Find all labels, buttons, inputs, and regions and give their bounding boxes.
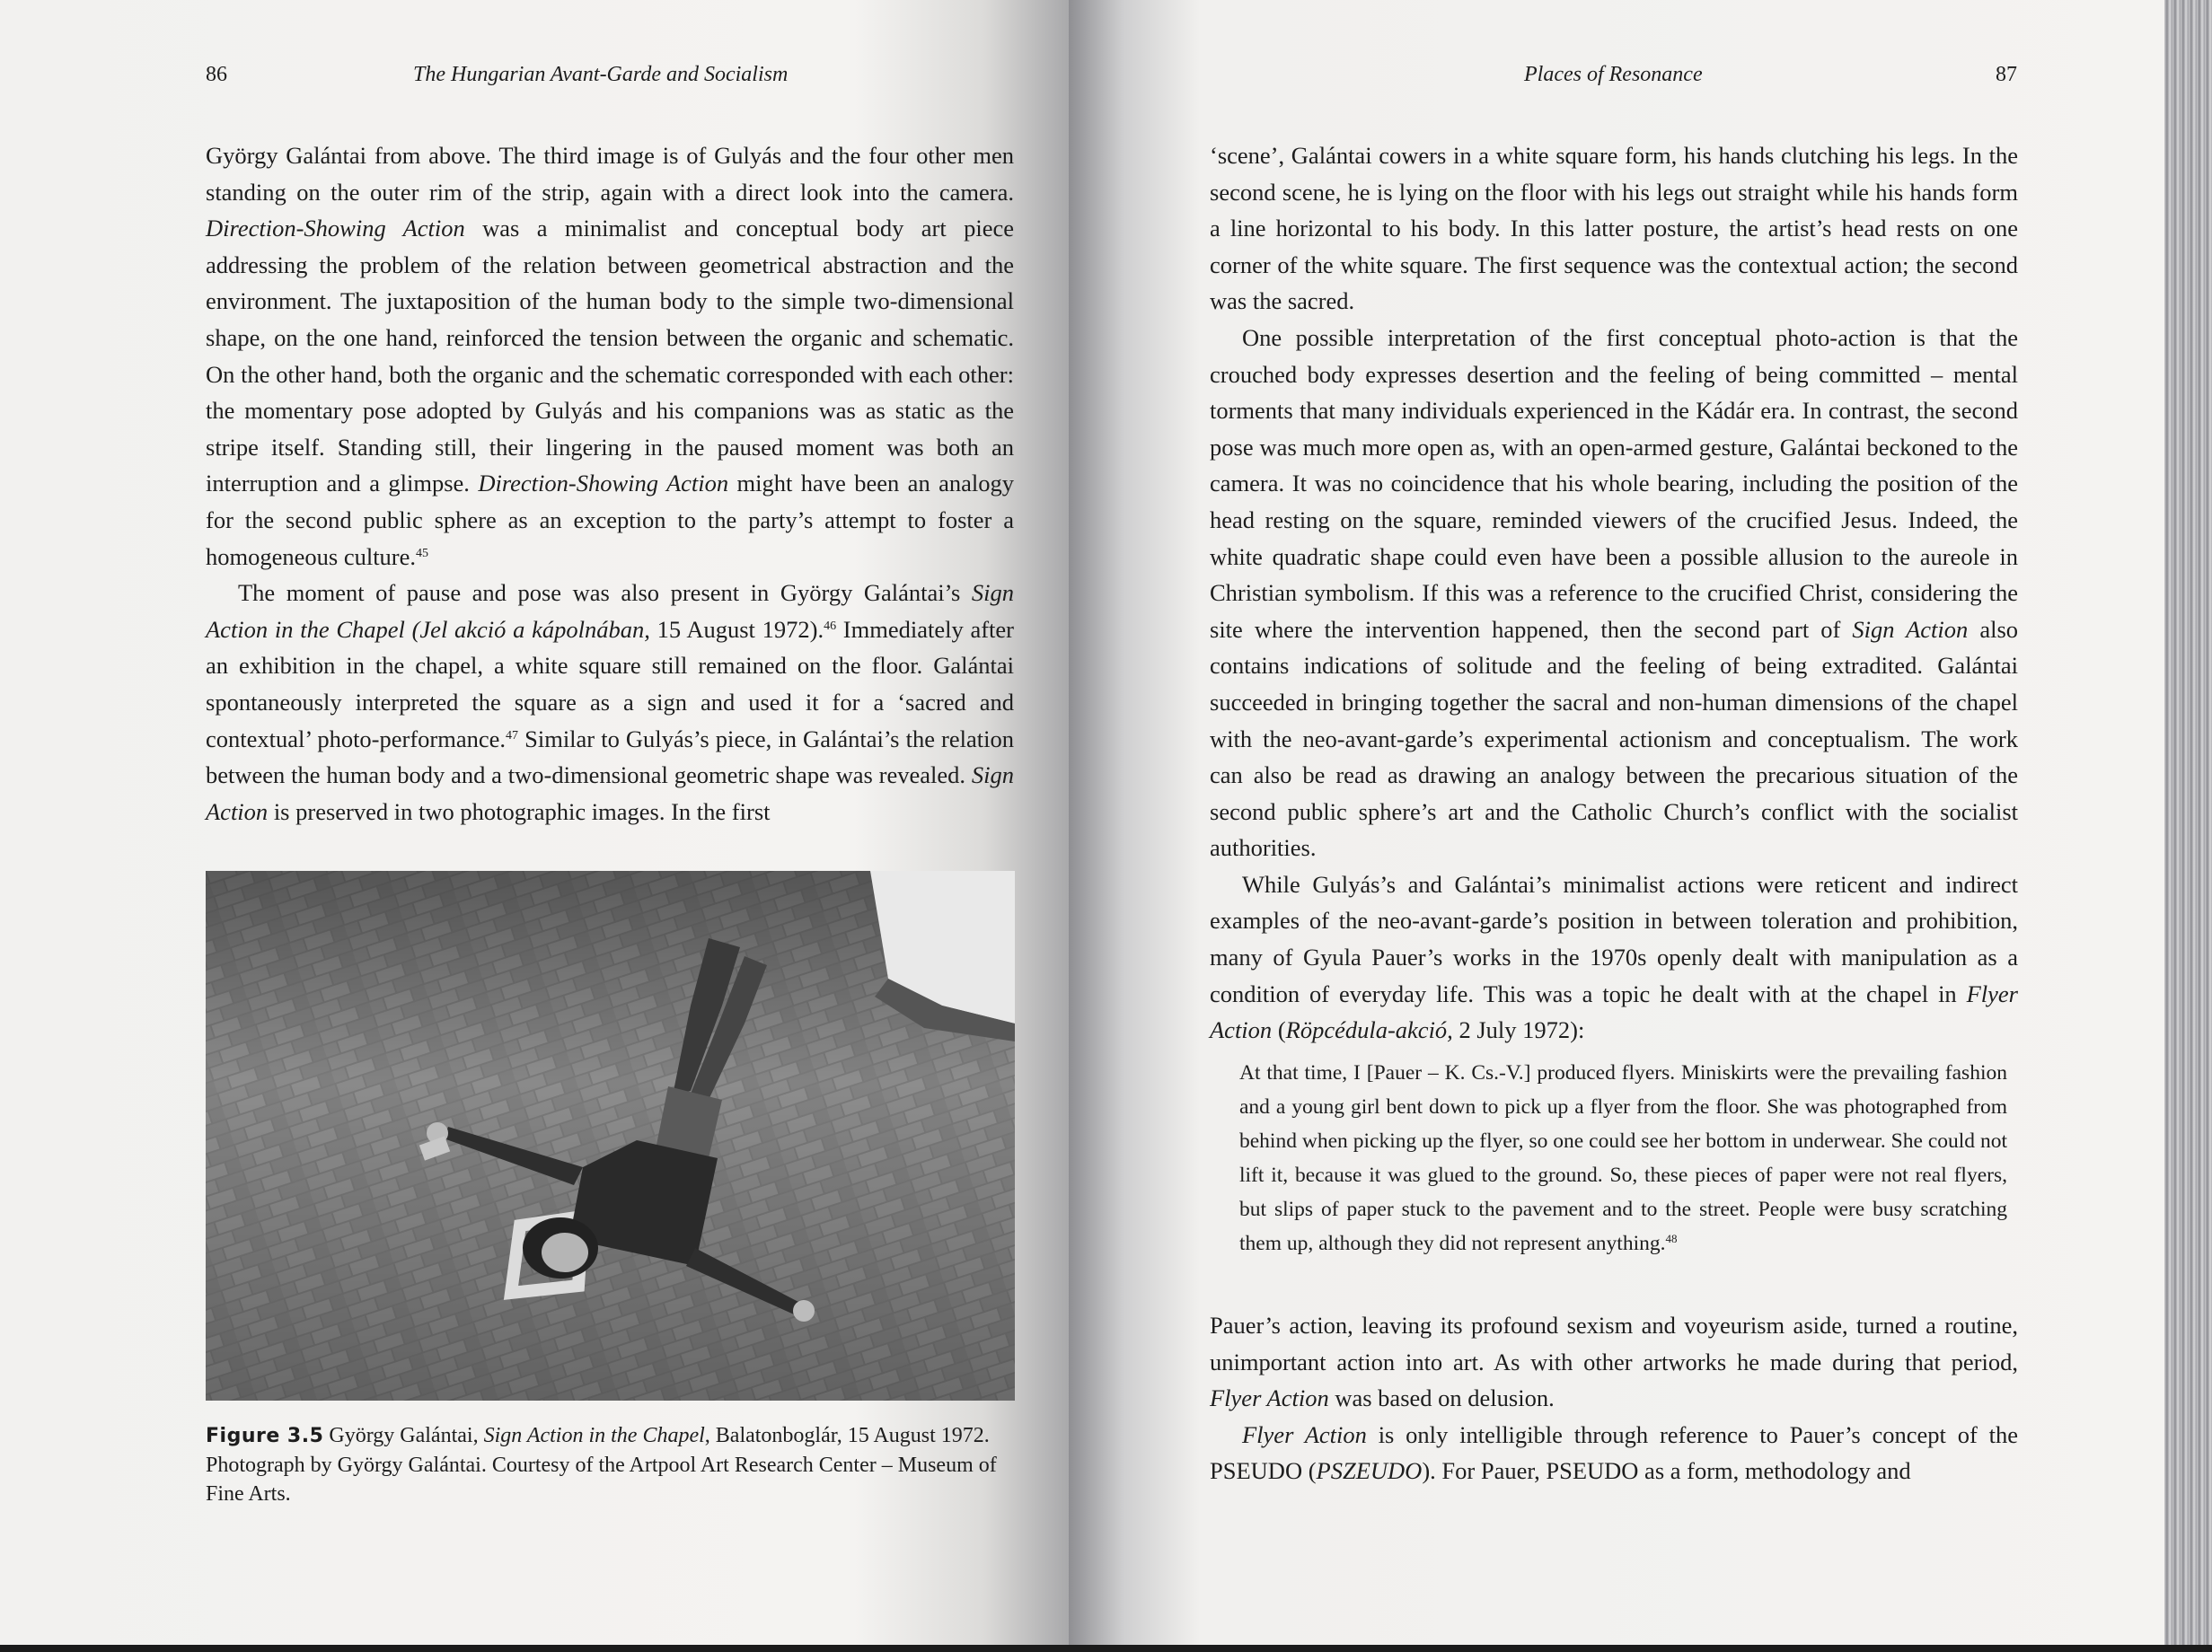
italic-text: Sign Action xyxy=(206,761,1014,825)
text-run: Pauer’s action, leaving its profound sexism and voyeurism aside, turned a routine, unimportant action into art. As with other artworks he made during that period, xyxy=(1210,1312,2018,1375)
text-run: ( xyxy=(1272,1016,1286,1044)
text-run: ). For Pauer, PSEUDO as a form, methodology and xyxy=(1422,1457,1911,1485)
footnote-ref: 45 xyxy=(416,546,429,560)
text-run: Immediately after an exhibition in the chapel, a white square still remained on the floor. Galántai spontaneously interpreted the square as a sign and used it for a ‘sacred and contextual’ photo-performance. xyxy=(206,615,1014,752)
figure-caption xyxy=(206,1421,1014,1508)
text-run: 15 August 1972). xyxy=(649,615,824,643)
italic-text: Sign Action in the Chapel xyxy=(483,1424,705,1447)
running-head-left: The Hungarian Avant-Garde and Socialism xyxy=(413,63,789,86)
italic-text: PSZEUDO xyxy=(1316,1457,1423,1485)
text-run: György Galántai from above. The third image is of Gulyás and the four other men standing on the outer rim of the strip, again with a direct look into the camera. xyxy=(206,142,1014,206)
caption-text xyxy=(206,1424,997,1506)
text-run: is only intelligible through reference to Pauer’s concept of the PSEUDO ( xyxy=(1210,1420,2018,1485)
right-body-text-continued xyxy=(1210,1307,2018,1489)
text-run: György Galántai, xyxy=(323,1424,484,1447)
block-quote xyxy=(1239,1056,2007,1261)
scan-border xyxy=(0,1645,2212,1652)
text-run: ‘scene’, Galántai cowers in a white square form, his hands clutching his legs. In the second scene, he is lying on the floor with his legs out straight while his hands form a line horizontal to his body. In this latter posture, the artist’s head rests on one corner of the white square. The first sequence was the contextual action; the second was the sacred. xyxy=(1210,142,2018,315)
text-run: 2 July 1972): xyxy=(1452,1016,1585,1044)
text-run: While Gulyás’s and Galántai’s minimalist actions were reticent and indirect examples of the neo-avant-garde’s position in between toleration and prohibition, many of Gyula Pauer’s works in the 1970s openly dealt with manipulation as a condition of everyday life. This was a topic he dealt with at the chapel in xyxy=(1210,870,2018,1007)
footnote-ref: 48 xyxy=(1665,1232,1678,1245)
italic-text: Flyer Action xyxy=(1210,1384,1329,1412)
text-run: was a minimalist and conceptual body art piece addressing the problem of the relation between geometrical abstraction and the environment. The juxtaposition of the human body to the simple two-dimensional shape, on the one hand, reinforced the tension between the organic and schematic. On the other hand, both the organic and the schematic corresponded with each other: the momentary pose adopted by Gulyás and his companions was as static as the stripe itself. Standing still, their lingering in the paused moment was both an interruption and a glimpse. xyxy=(206,215,1014,497)
right-body-text xyxy=(1210,137,2018,1049)
text-run: Similar to Gulyás’s piece, in Galántai’s the relation between the human body and a two-dimensional geometric shape was revealed. xyxy=(206,725,1014,789)
figure-photo xyxy=(206,871,1015,1401)
italic-text: Direction-Showing Action xyxy=(206,215,465,242)
italic-text: Röpcédula-akció, xyxy=(1285,1016,1453,1044)
paragraph xyxy=(1210,320,2018,866)
left-body-text xyxy=(206,137,1014,830)
page-number-left: 86 xyxy=(206,63,227,86)
text-run: At that time, I [Pauer – K. Cs.-V.] produced flyers. Miniskirts were the prevailing fashion and a young girl bent down to pick up a flyer from the floor. She was photographed from behind when picking up the flyer, so one could see her bottom in underwear. She could not lift it, because it was glued to the ground. So, these pieces of paper were not real flyers, but slips of paper stuck to the pavement and to the street. People were busy scratching them up, although they did not represent anything. xyxy=(1239,1061,2007,1255)
italic-text: Flyer Action xyxy=(1210,980,2018,1044)
paragraph xyxy=(1210,137,2018,320)
text-run: The moment of pause and pose was also present in György Galántai’s xyxy=(238,579,972,607)
page-edges xyxy=(2164,0,2212,1652)
photo-graphic xyxy=(206,871,1015,1401)
text-run: might have been an analogy for the second public sphere as an exception to the party’s attempt to foster a homogeneous culture. xyxy=(206,470,1014,570)
text-run: was based on delusion. xyxy=(1328,1384,1555,1412)
page-number-right: 87 xyxy=(1996,63,2017,86)
text-run: , Balatonboglár, 15 August 1972. Photograph by György Galántai. Courtesy of the Artpool Art Research Center – Museum of Fine Arts. xyxy=(206,1424,997,1506)
running-head-right: Places of Resonance xyxy=(1524,63,1703,86)
right-page xyxy=(1069,0,2164,1645)
text-run: is preserved in two photographic images. In the first xyxy=(268,797,771,825)
paragraph xyxy=(206,137,1014,575)
text-run: One possible interpretation of the first conceptual photo-action is that the crouched body expresses desertion and the feeling of being committed – mental torments that many individuals experienced in the Kádár era. In contrast, the second pose was much more open as, with an open-armed gesture, Galántai beckoned to the camera. It was no coincidence that his whole bearing, including the position of the head resting on the square, reminded viewers of the crucified Jesus. Indeed, the white quadratic shape could even have been a possible allusion to the aureole in Christian symbolism. If this was a reference to the crucified Christ, considering the site where the intervention happened, then the second part of xyxy=(1210,323,2018,643)
footnote-ref: 46 xyxy=(824,619,837,633)
paragraph xyxy=(1210,866,2018,1049)
italic-text: Sign Action in the Chapel (Jel akció a kápolnában, xyxy=(206,579,1014,643)
paragraph xyxy=(1210,1417,2018,1489)
text-run: also contains indications of solitude and the feeling of being extradited. Galántai succeeded in bringing together the sacral and non-human dimensions of the chapel with the neo-avant-garde’s experimental actionism and conceptualism. The work can also be read as drawing an analogy between the precarious situation of the second public sphere’s art and the Catholic Church’s conflict with the socialist authorities. xyxy=(1210,615,2019,862)
italic-text: Direction-Showing Action xyxy=(478,470,729,497)
paragraph xyxy=(206,575,1014,830)
italic-text: Flyer Action xyxy=(1242,1420,1367,1448)
paragraph xyxy=(1210,1307,2018,1417)
figure-label: Figure 3.5 xyxy=(206,1425,324,1447)
footnote-ref: 47 xyxy=(506,728,519,743)
left-page xyxy=(0,0,1069,1645)
italic-text: Sign Action xyxy=(1852,615,1969,643)
